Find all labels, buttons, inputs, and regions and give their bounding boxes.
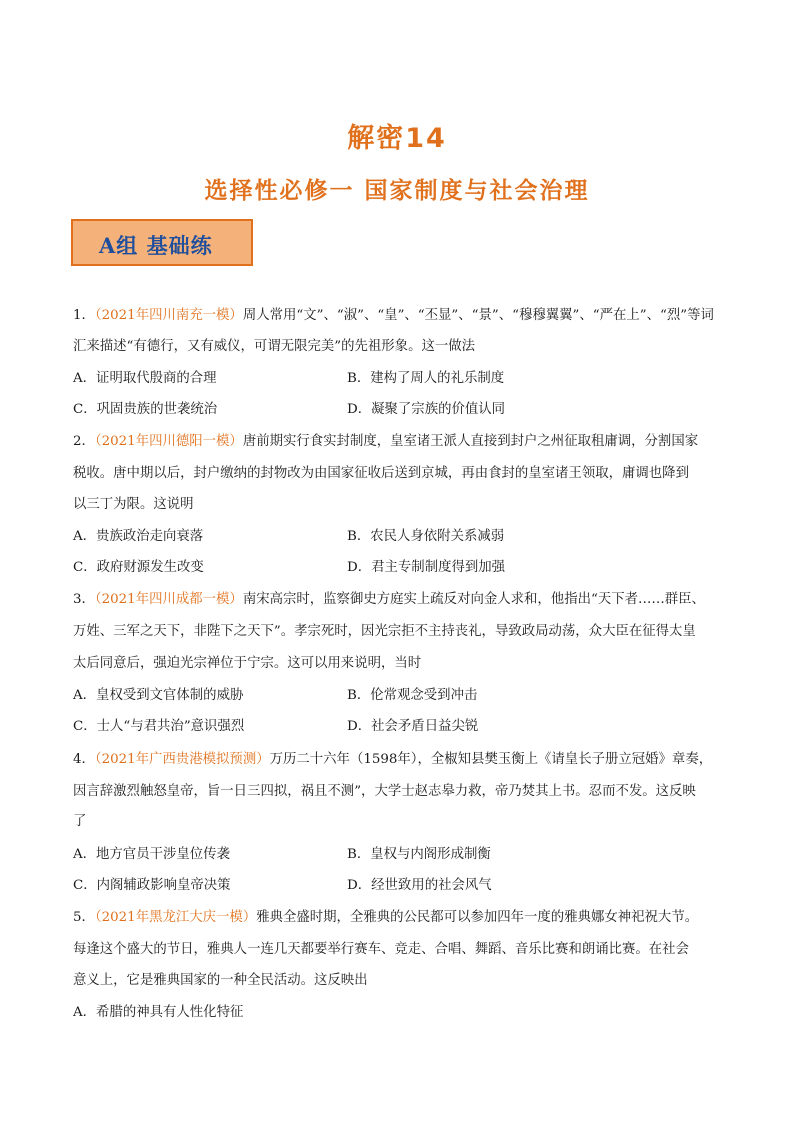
- question-2-option-d: D．君主专制制度得到加强: [347, 560, 506, 575]
- question-3-source: （2021年四川成都一模）: [94, 592, 243, 607]
- question-3-line-1: 3．（2021年四川成都一模）南宋高宗时，监察御史方庭实上疏反对向金人求和，他指出“天下者……群臣、: [73, 592, 705, 607]
- question-4-line-3: 了: [73, 814, 87, 829]
- question-2-option-a: A．贵族政治走向衰落: [73, 529, 204, 544]
- question-3-option-b: B．伦常观念受到冲击: [347, 688, 478, 703]
- question-1-option-c: C．巩固贵族的世袭统治: [73, 402, 218, 417]
- question-1-option-d: D．凝聚了宗族的价值认同: [347, 402, 506, 417]
- question-5-line-1: 5．（2021年黑龙江大庆一模）雅典全盛时期，全雅典的公民都可以参加四年一度的雅典娜女神祀祝大节。: [73, 910, 699, 925]
- question-3-option-a: A．皇权受到文官体制的威胁: [73, 688, 244, 703]
- question-3-option-d: D．社会矛盾日益尖锐: [347, 719, 479, 734]
- question-4-line-2: 因言辞激烈触怒皇帝，旨一日三四拟，祸且不测”，大学士赵志皋力救，帝乃焚其上书。忍而不发。这反映: [73, 784, 696, 799]
- question-4-option-d: D．经世致用的社会风气: [347, 878, 492, 893]
- question-4-option-c: C．内阁辅政影响皇帝决策: [73, 878, 231, 893]
- question-5-option-a: A．希腊的神具有人性化特征: [73, 1005, 244, 1020]
- question-2-line-3: 以三丁为限。这说明: [73, 497, 194, 512]
- question-4-line-1: 4．（2021年广西贵港模拟预测）万历二十六年（1598年），全椒知县樊玉衡上《请皇长子册立冠婚》章奏，: [73, 752, 713, 767]
- question-2-source: （2021年四川德阳一模）: [94, 434, 243, 449]
- question-5-line-3: 意义上，它是雅典国家的一种全民活动。这反映出: [73, 973, 368, 988]
- group-label-box: [71, 219, 253, 266]
- group-label: A组 基础练: [99, 233, 213, 258]
- page-subtitle: 选择性必修一 国家制度与社会治理: [204, 178, 590, 204]
- question-4-option-b: B．皇权与内阁形成制衡: [347, 847, 491, 862]
- question-4-option-a: A．地方官员干涉皇位传袭: [73, 847, 230, 862]
- question-1-source: （2021年四川南充一模）: [94, 308, 243, 323]
- question-1-option-a: A．证明取代殷商的合理: [73, 371, 217, 386]
- page-title: 解密14: [347, 123, 447, 154]
- question-2-line-1: 2．（2021年四川德阳一模）唐前期实行食实封制度，皇室诸王派人直接到封户之州征取租庸调，分割国家: [73, 434, 699, 449]
- question-2-option-c: C．政府财源发生改变: [73, 560, 204, 575]
- question-4-source: （2021年广西贵港模拟预测）: [94, 752, 270, 767]
- question-1-line-2: 汇来描述“有德行，又有威仪，可谓无限完美”的先祖形象。这一做法: [73, 339, 476, 354]
- question-2-line-2: 税收。唐中期以后，封户缴纳的封物改为由国家征收后送到京城，再由食封的皇室诸王领取，庸调也降到: [73, 466, 689, 481]
- question-5-source: （2021年黑龙江大庆一模）: [94, 910, 257, 925]
- question-1-line-1: 1．（2021年四川南充一模）周人常用“文”、“淑”、“皇”、“丕显”、“景”、“穆穆翼翼”、“严在上”、“烈”等词: [73, 308, 714, 323]
- question-3-line-2: 万姓、三军之天下，非陛下之天下”。孝宗死时，因光宗拒不主持丧礼，导致政局动荡，众大臣在征得太皇: [73, 624, 696, 639]
- question-1-option-b: B．建构了周人的礼乐制度: [347, 371, 505, 386]
- question-3-option-c: C．士人“与君共治”意识强烈: [73, 719, 245, 734]
- question-2-option-b: B．农民人身依附关系减弱: [347, 529, 505, 544]
- question-5-line-2: 每逢这个盛大的节日，雅典人一连几天都要举行赛车、竞走、合唱、舞蹈、音乐比赛和朗诵比赛。在社会: [73, 942, 689, 957]
- question-3-line-3: 太后同意后，强迫光宗禅位于宁宗。这可以用来说明，当时: [73, 656, 422, 671]
